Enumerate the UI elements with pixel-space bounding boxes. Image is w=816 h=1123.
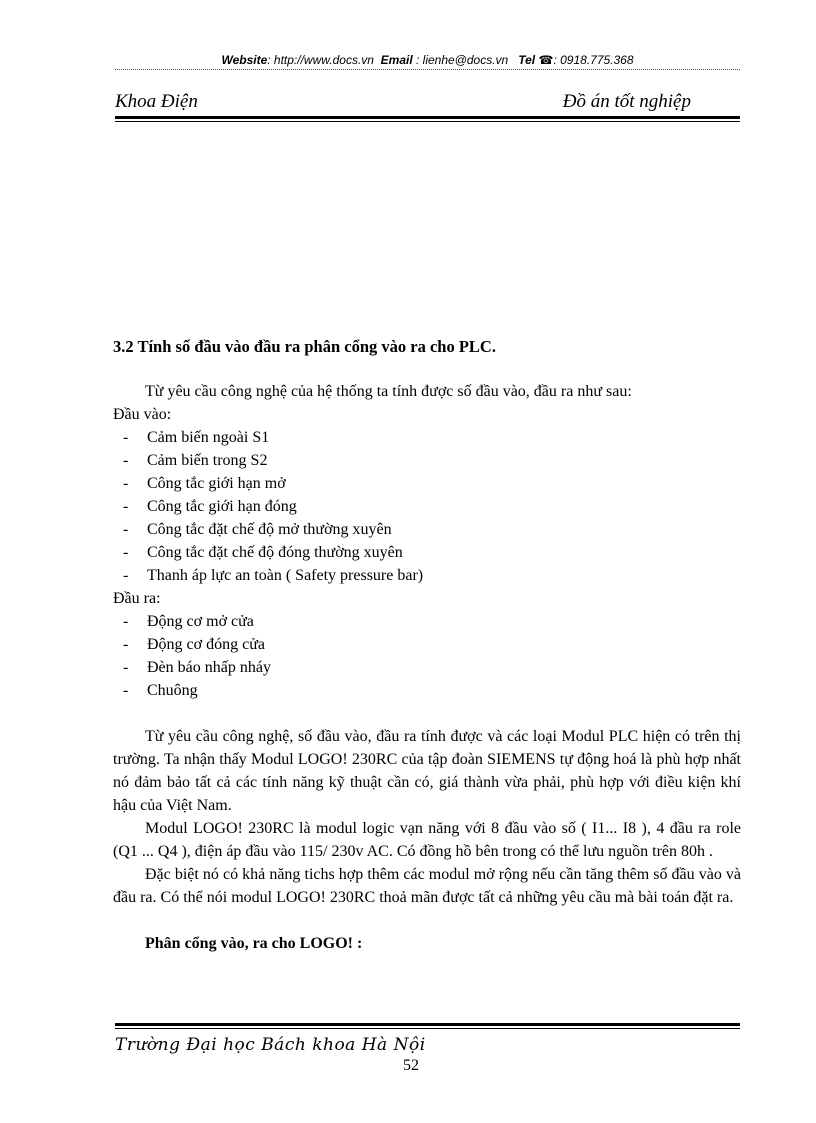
body-paragraph: Từ yêu cầu công nghệ, số đầu vào, đầu ra tính được và các loại Modul PLC hiện có trên thị trường. Ta nhận thấy Modul LOGO! 230RC của tập đoàn SIEMENS tự động hoá là phù hợp nhất nó đảm bảo tất cả các tính năng kỹ thuật cần có, giá thành vừa phải, phù hợp với điều kiện khí hậu của Việt Nam. [113, 728, 741, 814]
phone-icon: ☎ [538, 53, 554, 67]
list-dash: - [123, 567, 129, 584]
list-dash: - [123, 498, 129, 515]
website-label: Website [221, 53, 268, 67]
header-thesis-title: Đồ án tốt nghiệp [562, 91, 691, 112]
list-dash: - [123, 521, 129, 538]
list-dash: - [123, 613, 129, 630]
list-dash: - [123, 452, 129, 469]
list-item [113, 495, 741, 518]
blank-line [113, 702, 741, 725]
body-paragraph: Modul LOGO! 230RC là modul logic vạn năng với 8 đầu vào số ( I1... I8 ), 4 đầu ra role (Q1 ... Q4 ), điện áp đầu vào 115/ 230v AC. Có đồng hồ bên trong có thể lưu nguồn trên 80h . [113, 820, 741, 860]
list-item [113, 472, 741, 495]
section-heading: 3.2 Tính số đầu vào đầu ra phân cổng vào ra cho PLC. [113, 337, 496, 356]
header-thin-rule [115, 121, 740, 122]
list-item [113, 679, 741, 702]
website-bar [115, 51, 740, 69]
assignment-title: Phân cổng vào, ra cho LOGO! : [145, 935, 363, 952]
tel-number: : 0918.775.368 [553, 53, 634, 67]
list-item-text: Thanh áp lực an toàn ( Safety pressure bar) [147, 567, 424, 584]
header-thick-rule [115, 116, 740, 119]
list-item-text: Công tắc giới hạn đóng [147, 498, 297, 515]
list-item [113, 656, 741, 679]
page-body [113, 336, 741, 955]
email-label: Email [380, 53, 413, 67]
inputs-label: Đầu vào: [113, 406, 172, 423]
list-item [113, 610, 741, 633]
footer-thick-rule [115, 1023, 740, 1026]
list-item-text: Đèn báo nhấp nháy [147, 659, 271, 676]
list-item [113, 564, 741, 587]
list-item-text: Công tắc đặt chế độ mở thường xuyên [147, 521, 392, 538]
footer-thin-rule [115, 1028, 740, 1029]
list-dash: - [123, 475, 129, 492]
list-item-text: Cảm biến ngoài S1 [147, 429, 270, 446]
inputs-list [113, 426, 741, 587]
body-paragraph: Đặc biệt nó có khả năng tichs hợp thêm các modul mở rộng nếu cần tăng thêm số đầu vào và đầu ra. Có thể nói modul LOGO! 230RC thoả mãn được tất cả những yêu cầu mà bài toán đặt ra. [113, 866, 741, 906]
outputs-list [113, 610, 741, 702]
website-url[interactable]: : http://www.docs.vn [267, 53, 374, 67]
website-divider [115, 69, 740, 70]
list-item [113, 518, 741, 541]
footer-school-name: Trường Đại học Bách khoa Hà Nội [115, 1035, 426, 1055]
outputs-label: Đầu ra: [113, 590, 161, 607]
list-dash: - [123, 429, 129, 446]
header-faculty: Khoa Điện [115, 91, 198, 112]
list-item-text: Chuông [147, 682, 198, 699]
blank-line [113, 909, 741, 932]
list-dash: - [123, 636, 129, 653]
email-address[interactable]: : lienhe@docs.vn [412, 53, 509, 67]
list-item-text: Động cơ đóng cửa [147, 636, 265, 653]
intro-paragraph: Từ yêu cầu công nghệ của hệ thống ta tính được số đầu vào, đầu ra như sau: [145, 383, 632, 400]
list-dash: - [123, 659, 129, 676]
list-item-text: Công tắc đặt chế độ đóng thường xuyên [147, 544, 403, 561]
list-item [113, 449, 741, 472]
list-item-text: Công tắc giới hạn mở [147, 475, 286, 492]
list-item [113, 426, 741, 449]
list-dash: - [123, 544, 129, 561]
list-item [113, 633, 741, 656]
page-number: 52 [403, 1057, 419, 1074]
list-item-text: Cảm biến trong S2 [147, 452, 268, 469]
tel-label: Tel [518, 53, 536, 67]
list-dash: - [123, 682, 129, 699]
list-item [113, 541, 741, 564]
list-item-text: Động cơ mở cửa [147, 613, 254, 630]
